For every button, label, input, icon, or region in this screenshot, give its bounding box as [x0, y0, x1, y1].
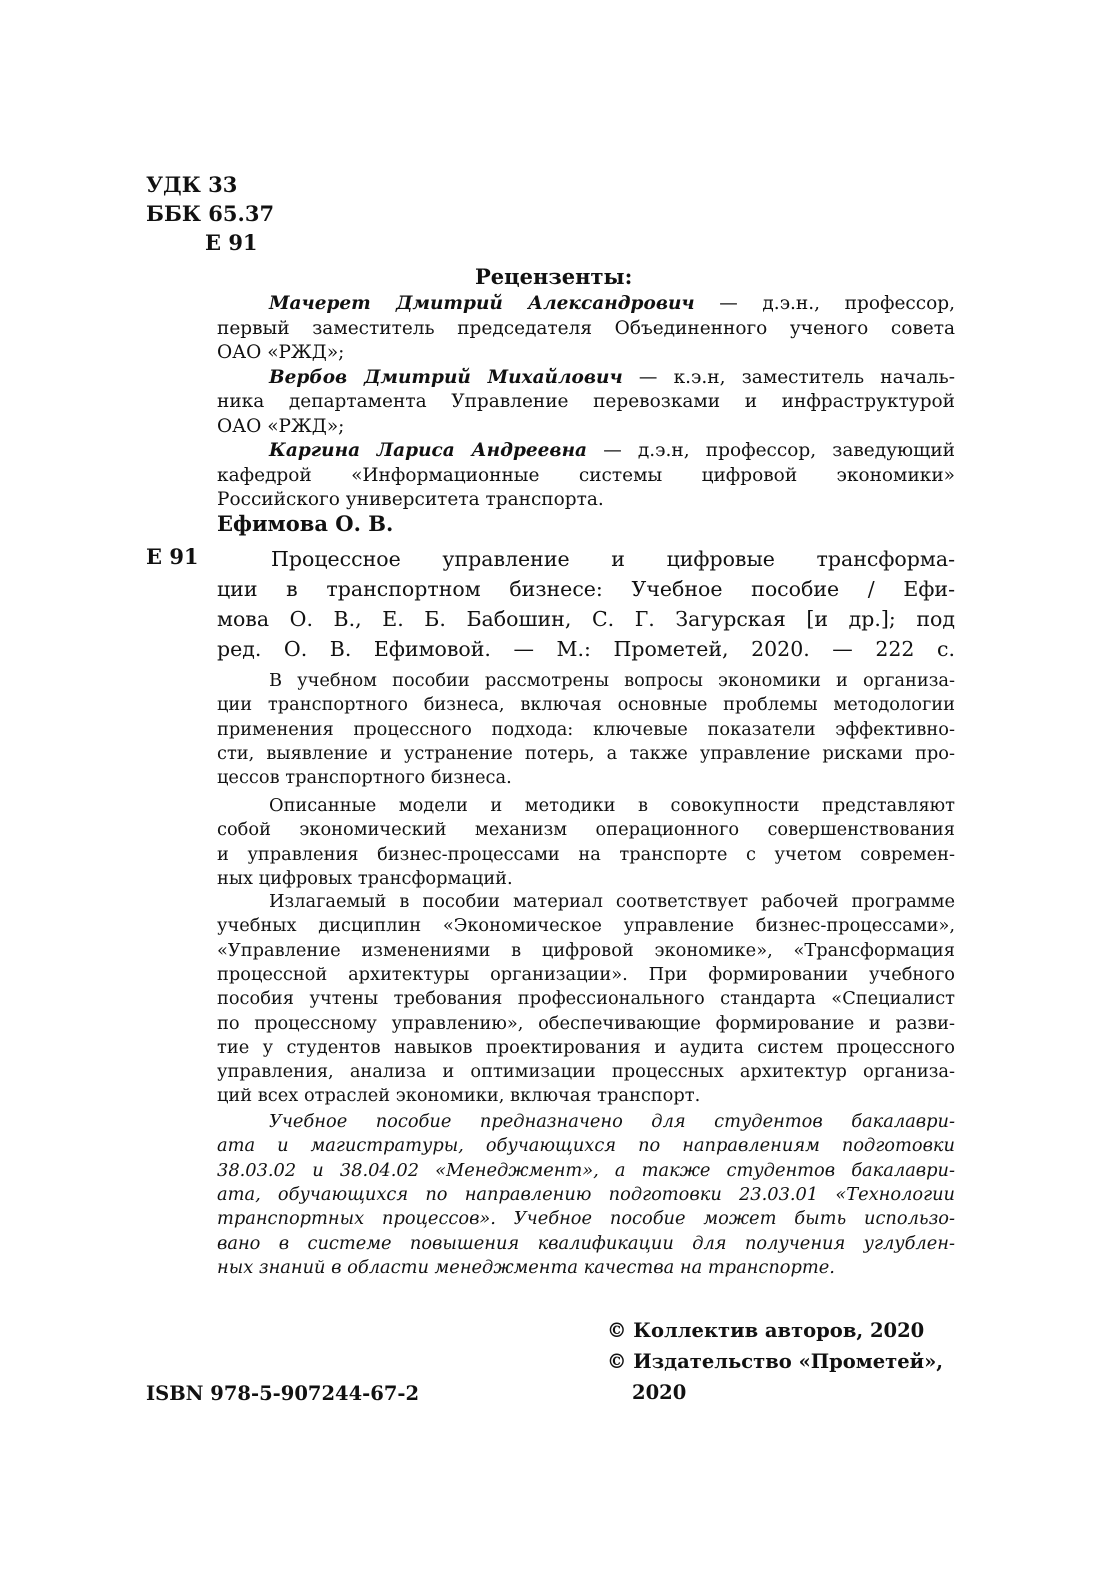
reviewer-text: ника департамента Управление перевозками и инфраструктурой: [217, 391, 955, 412]
author-mark-code: Е 91: [205, 230, 258, 255]
annotation-line: транспортных процессов». Учебное пособие может быть использо-: [217, 1208, 955, 1229]
annotation-line: Излагаемый в пособии материал соответствует рабочей программе: [269, 891, 955, 912]
udk-code: УДК 33: [146, 172, 238, 197]
annotation-line: 38.03.02 и 38.04.02 «Менеджмент», а также студентов бакалаври-: [217, 1160, 955, 1181]
bibliographic-line: ред. О. В. Ефимовой. — М.: Прометей, 2020. — 222 с.: [217, 637, 955, 661]
annotation-line: вано в системе повышения квалификации для получения углублен-: [217, 1233, 955, 1254]
annotation-line: применения процессного подхода: ключевые показатели эффективно-: [217, 719, 955, 740]
reviewer-line: [269, 292, 955, 317]
reviewer-name: Вербов Дмитрий Михайлович: [269, 367, 623, 388]
reviewer-text: кафедрой «Информационные системы цифровой экономики»: [217, 465, 955, 486]
reviewer-line: [217, 317, 955, 342]
reviewer-line: [217, 488, 604, 513]
bibliographic-line: мова О. В., Е. Б. Бабошин, С. Г. Загурская [и др.]; под: [217, 607, 955, 631]
reviewer-name: Каргина Лариса Андреевна: [269, 440, 588, 461]
annotation-line: Описанные модели и методики в совокупности представляют: [269, 795, 955, 816]
annotation-line: ций всех отраслей экономики, включая транспорт.: [217, 1085, 701, 1106]
annotation-line: Учебное пособие предназначено для студентов бакалаври-: [269, 1111, 955, 1132]
reviewer-line: [269, 366, 955, 391]
copyright-authors: © Коллектив авторов, 2020: [607, 1319, 925, 1342]
annotation-line: ции транспортного бизнеса, включая основные проблемы методологии: [217, 694, 955, 715]
reviewers-heading: Рецензенты:: [475, 264, 633, 289]
bbk-code: ББК 65.37: [146, 201, 275, 226]
annotation-line: собой экономический механизм операционного совершенствования: [217, 819, 955, 840]
annotation-line: ных знаний в области менеджмента качества на транспорте.: [217, 1257, 835, 1278]
annotation-line: «Управление изменениями в цифровой экономике», «Трансформация: [217, 940, 955, 961]
author-name: Ефимова О. В.: [217, 511, 394, 536]
bibliographic-line: ции в транспортном бизнесе: Учебное пособие / Ефи-: [217, 577, 955, 601]
reviewer-name: Мачерет Дмитрий Александрович: [269, 293, 695, 314]
reviewer-text: первый заместитель председателя Объединенного ученого совета: [217, 318, 955, 339]
reviewer-text: — д.э.н, профессор, заведующий: [587, 440, 955, 461]
annotation-line: сти, выявление и устранение потерь, а также управление рисками про-: [217, 743, 955, 764]
bibliographic-code: Е 91: [146, 544, 199, 569]
reviewer-line: [269, 439, 955, 464]
annotation-line: тие у студентов навыков проектирования и аудита систем процессного: [217, 1037, 955, 1058]
annotation-line: ных цифровых трансформаций.: [217, 868, 513, 889]
annotation-line: В учебном пособии рассмотрены вопросы экономики и организа-: [269, 670, 955, 691]
reviewer-text: ОАО «РЖД»;: [217, 342, 345, 363]
reviewer-line: [217, 415, 344, 440]
annotation-line: учебных дисциплин «Экономическое управление бизнес-процессами»,: [217, 915, 955, 936]
annotation-line: процессной архитектуры организации». При формировании учебного: [217, 964, 955, 985]
annotation-line: по процессному управлению», обеспечивающие формирование и разви-: [217, 1013, 955, 1034]
annotation-line: ата, обучающихся по направлению подготовки 23.03.01 «Технологии: [217, 1184, 955, 1205]
reviewer-text: — к.э.н, заместитель началь-: [622, 367, 955, 388]
copyright-publisher-year: 2020: [632, 1381, 687, 1404]
annotation-line: пособия учтены требования профессионального стандарта «Специалист: [217, 988, 955, 1009]
annotation-line: цессов транспортного бизнеса.: [217, 767, 512, 788]
reviewer-text: ОАО «РЖД»;: [217, 416, 345, 437]
reviewer-line: [217, 341, 344, 366]
annotation-line: и управления бизнес-процессами на транспорте с учетом современ-: [217, 844, 955, 865]
annotation-line: управления, анализа и оптимизации процессных архитектур организа-: [217, 1061, 955, 1082]
reviewer-text: Российского университета транспорта.: [217, 489, 604, 510]
isbn: ISBN 978-5-907244-67-2: [146, 1382, 420, 1405]
annotation-line: ата и магистратуры, обучающихся по направлениям подготовки: [217, 1135, 955, 1156]
reviewer-line: [217, 464, 955, 489]
bibliographic-line: Процессное управление и цифровые трансформа-: [271, 547, 955, 571]
reviewer-line: [217, 390, 955, 415]
reviewer-text: — д.э.н., профессор,: [694, 293, 955, 314]
copyright-publisher: © Издательство «Прометей»,: [607, 1350, 944, 1373]
